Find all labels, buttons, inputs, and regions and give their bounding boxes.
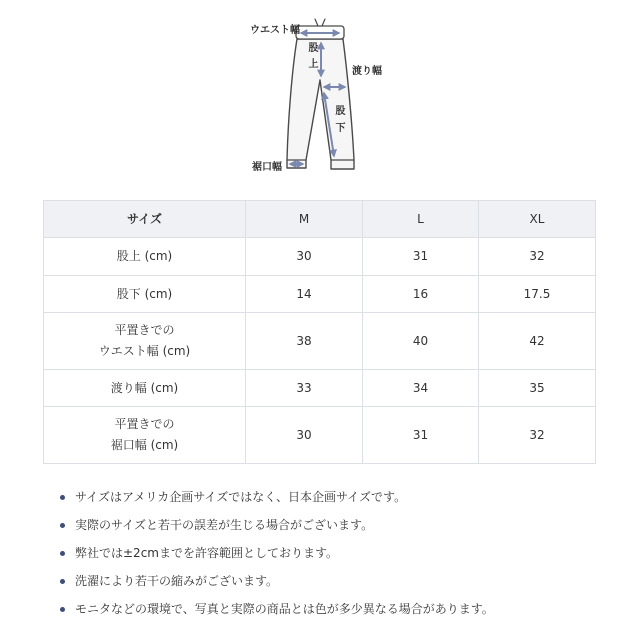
note-item [56, 511, 494, 539]
bullet-dot [60, 523, 65, 528]
pants-diagram [0, 0, 640, 190]
notes-list [56, 483, 494, 623]
value-cell-m: 33 [246, 370, 363, 407]
value-cell-xl: 42 [479, 313, 596, 370]
bullet-dot [60, 579, 65, 584]
bullet-dot [60, 495, 65, 500]
size-table [43, 200, 596, 464]
table-row [44, 407, 596, 464]
row-label-line: 渡り幅 (cm) [110, 380, 179, 395]
value-cell-l: 31 [363, 238, 479, 276]
value-cell-l: 31 [363, 407, 479, 464]
value-cell-m: 30 [246, 407, 363, 464]
value-cell-l: 16 [363, 276, 479, 313]
value-cell-m: 38 [246, 313, 363, 370]
table-row [44, 370, 596, 407]
value-cell-xl: 32 [479, 407, 596, 464]
drawstring [315, 19, 325, 26]
waist-width-label: ウエスト幅 [250, 25, 300, 36]
row-label-line: 平置きでの [114, 323, 175, 337]
bullet-dot [60, 607, 65, 612]
header-cell-l: L [363, 201, 479, 238]
note-text: サイズはアメリカ企画サイズではなく、日本企画サイズです。 [75, 490, 407, 504]
table-row [44, 276, 596, 313]
value-cell-m: 14 [246, 276, 363, 313]
header-cell-xl: XL [479, 201, 596, 238]
inseam-label: 股下 [333, 105, 344, 139]
row-label-cell [44, 276, 246, 313]
note-text: 弊社では±2cmまでを許容範囲としております。 [75, 546, 339, 560]
value-cell-xl: 17.5 [479, 276, 596, 313]
row-label-line: 平置きでの [114, 417, 175, 431]
header-cell-m: M [246, 201, 363, 238]
note-text: モニタなどの環境で、写真と実際の商品とは色が多少異なる場合があります。 [75, 602, 494, 616]
row-label-cell [44, 238, 246, 276]
rise-label: 股上 [306, 42, 317, 74]
note-item [56, 595, 494, 623]
note-item [56, 483, 494, 511]
note-text: 洗濯により若干の縮みがございます。 [75, 574, 279, 588]
table-row [44, 238, 596, 276]
value-cell-m: 30 [246, 238, 363, 276]
row-label-cell [44, 313, 246, 370]
row-label-cell [44, 370, 246, 407]
hem-width-label: 裾口幅 [252, 162, 282, 173]
header-cell-size: サイズ [44, 201, 246, 238]
row-label-cell [44, 407, 246, 464]
table-header-row [44, 201, 596, 238]
row-label-line: 股下 (cm) [116, 286, 173, 301]
row-label-line: 股上 (cm) [116, 249, 173, 263]
bullet-dot [60, 551, 65, 556]
row-label-line: 裾口幅 (cm) [110, 438, 179, 452]
value-cell-l: 40 [363, 313, 479, 370]
table-row [44, 313, 596, 370]
value-cell-xl: 32 [479, 238, 596, 276]
value-cell-xl: 35 [479, 370, 596, 407]
row-label-line: ウエスト幅 (cm) [98, 344, 191, 358]
thigh-width-label: 渡り幅 [352, 66, 382, 77]
note-item [56, 539, 494, 567]
note-item [56, 567, 494, 595]
note-text: 実際のサイズと若干の誤差が生じる場合がございます。 [75, 518, 374, 532]
size-table-head [44, 201, 596, 238]
value-cell-l: 34 [363, 370, 479, 407]
size-table-body [44, 238, 596, 464]
